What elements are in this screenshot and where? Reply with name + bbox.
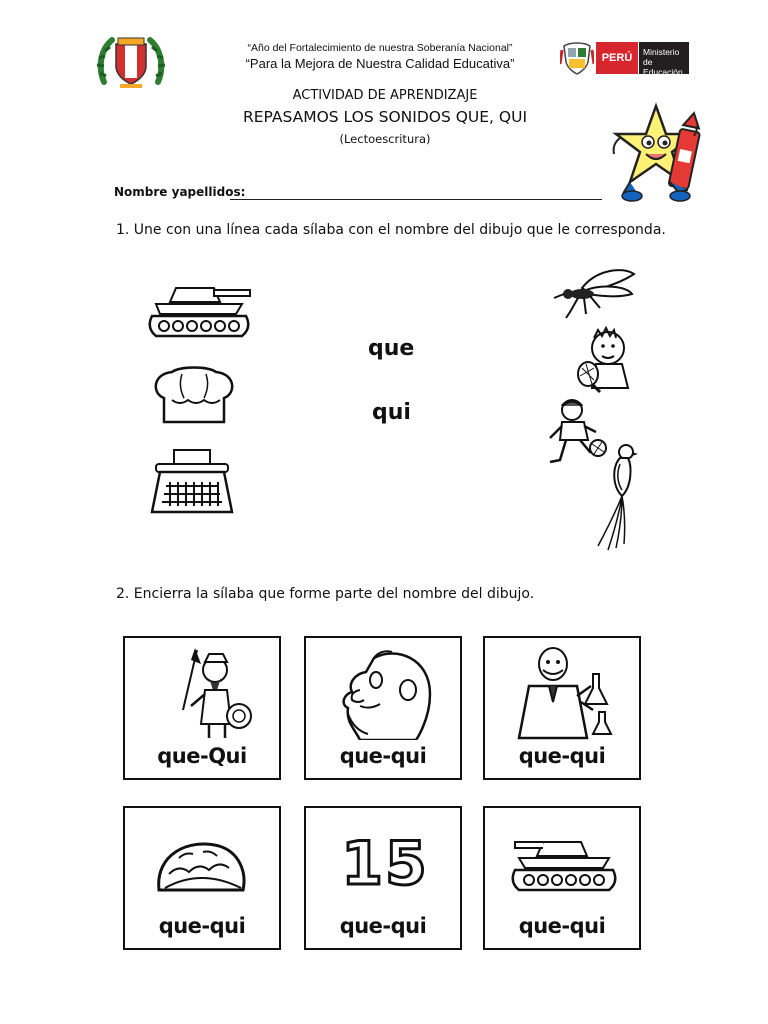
activity-title: ACTIVIDAD DE APRENDIZAJE bbox=[292, 88, 478, 103]
peru-coat-of-arms-icon bbox=[560, 40, 594, 76]
mosquito-icon bbox=[552, 264, 638, 324]
card-chin-face[interactable] bbox=[304, 636, 462, 780]
education-motto: “Para la Mejora de Nuestra Calidad Educativa” bbox=[245, 56, 515, 71]
card-word[interactable]: que-qui bbox=[339, 914, 427, 938]
picture-tank[interactable] bbox=[146, 280, 256, 344]
ministry-label: Ministerio de Educación bbox=[643, 47, 683, 77]
card-picture bbox=[499, 644, 629, 740]
exercise-1-instruction: 1. Une con una línea cada sílaba con el nombre del dibujo que le corresponda. bbox=[116, 222, 666, 238]
star-mascot-icon bbox=[610, 100, 710, 206]
card-word[interactable]: que-qui bbox=[158, 914, 246, 938]
card-word[interactable]: que-Qui bbox=[157, 744, 247, 768]
card-number-15[interactable] bbox=[304, 806, 462, 950]
card-picture bbox=[320, 644, 450, 740]
year-motto: “Año del Fortalecimiento de nuestra Soberanía Nacional” bbox=[247, 42, 513, 54]
card-picture bbox=[320, 814, 450, 910]
picture-boy-racket[interactable] bbox=[572, 326, 636, 398]
boy-with-racket-icon bbox=[572, 326, 636, 398]
quixote-icon bbox=[139, 644, 269, 740]
card-word[interactable]: que-qui bbox=[518, 914, 606, 938]
card-picture bbox=[139, 814, 269, 910]
picture-typewriter[interactable] bbox=[150, 446, 234, 520]
card-tank[interactable] bbox=[483, 806, 641, 950]
school-crest-logo bbox=[96, 32, 166, 94]
name-field[interactable] bbox=[230, 199, 602, 200]
exercise-2-instruction: 2. Encierra la sílaba que forme parte del nombre del dibujo. bbox=[116, 586, 535, 602]
school-crest-icon bbox=[96, 32, 166, 94]
card-chemist[interactable] bbox=[483, 636, 641, 780]
card-word[interactable]: que-qui bbox=[339, 744, 427, 768]
taco-icon bbox=[139, 814, 269, 910]
syllable-qui[interactable]: qui bbox=[372, 400, 411, 425]
picture-quetzal[interactable] bbox=[592, 440, 642, 552]
number-15-icon: 15 bbox=[341, 829, 429, 899]
ministry-logo bbox=[560, 40, 690, 76]
tank-icon bbox=[499, 814, 629, 910]
card-word[interactable]: que-qui bbox=[518, 744, 606, 768]
activity-subtitle: REPASAMOS LOS SONIDOS QUE, QUI bbox=[242, 108, 528, 126]
chemist-icon bbox=[499, 644, 629, 740]
syllable-que[interactable]: que bbox=[368, 336, 415, 361]
quetzal-bird-icon bbox=[592, 440, 642, 552]
ministry-badge bbox=[639, 42, 689, 77]
name-label: Nombre yapellidos: bbox=[114, 185, 246, 199]
peru-badge bbox=[596, 42, 638, 74]
picture-mosquito[interactable] bbox=[552, 264, 638, 324]
picture-bread[interactable] bbox=[152, 364, 236, 426]
card-picture bbox=[499, 814, 629, 910]
typewriter-icon bbox=[150, 446, 234, 520]
activity-type: (Lectoescritura) bbox=[339, 132, 431, 146]
tank-icon bbox=[146, 280, 256, 344]
chin-face-icon bbox=[320, 644, 450, 740]
card-picture bbox=[139, 644, 269, 740]
card-quixote[interactable] bbox=[123, 636, 281, 780]
card-taco[interactable] bbox=[123, 806, 281, 950]
peru-label: PERÚ bbox=[601, 52, 633, 64]
bread-icon bbox=[152, 364, 236, 426]
star-mascot bbox=[610, 100, 710, 206]
